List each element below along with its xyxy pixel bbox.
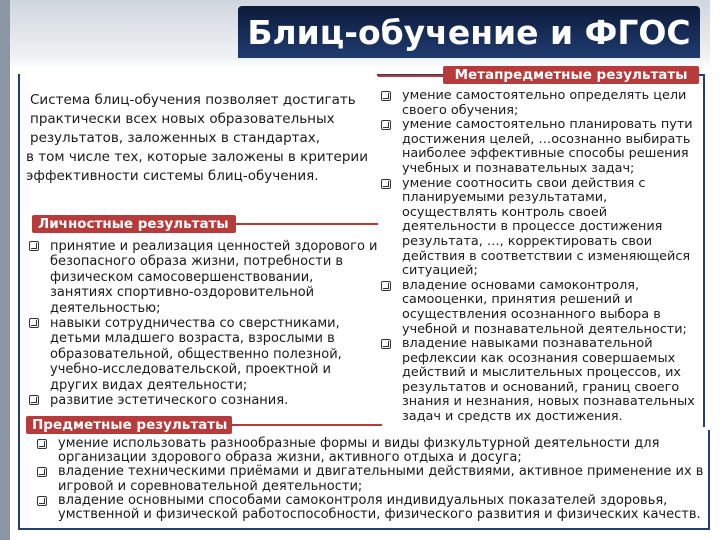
list-item [380, 337, 698, 425]
list-item [380, 177, 698, 279]
intro-text [26, 91, 378, 186]
list-item [36, 465, 704, 493]
list-item [380, 118, 698, 176]
intro-line: практически всех новых образовательных [30, 111, 335, 127]
list-item-text: умение использовать разнообразные формы и виды физкультурной деятельности для организации здорового образа жизни, активного отдыха и досуга; [58, 436, 660, 466]
list-item [28, 316, 378, 393]
list-item-text: владение техническими приёмами и двигательными действиями, активное применение их в игровой и соревновательной деятельности; [58, 464, 704, 494]
list-item [28, 393, 378, 408]
personal-list [28, 239, 378, 408]
checkbox-bullet-icon [381, 339, 391, 349]
checkbox-bullet-icon [381, 281, 391, 291]
checkbox-bullet-icon [29, 318, 39, 328]
list-item [380, 89, 698, 118]
left-accent-bar [0, 0, 10, 540]
list-item-text: развитие эстетического сознания. [50, 393, 289, 409]
subject-heading: Предметные результаты [26, 416, 232, 434]
personal-heading: Личностные результаты [32, 215, 236, 233]
metasubject-list [380, 89, 698, 425]
list-item [36, 437, 704, 465]
list-item [380, 279, 698, 337]
subject-rule [232, 424, 382, 426]
checkbox-bullet-icon [381, 179, 391, 189]
intro-line: эффективности системы блиц-обучения. [26, 168, 319, 184]
subject-list [36, 437, 704, 522]
list-item-text: владение навыками познавательной рефлексии как осознания совершаемых действий и мыслительных процессов, их результатов и оснований, границ своего знания и незнания, новых познавательных задач и средств их достижения. [402, 336, 695, 425]
list-item-text: умение соотносить свои действия с планируемыми результатами, осуществлять контроль своей деятельности в процессе достижения результата, …, корректировать свои действия в соответствии с изменяющейся ситуацией; [402, 175, 691, 279]
checkbox-bullet-icon [37, 496, 47, 506]
checkbox-bullet-icon [37, 467, 47, 477]
title-band [238, 6, 700, 58]
slide-title: Блиц-обучение и ФГОС [247, 13, 691, 52]
metasubject-heading: Метапредметные результаты [443, 66, 699, 84]
checkbox-bullet-icon [381, 91, 391, 101]
list-item-text: умение самостоятельно определять цели своего обучения; [402, 88, 687, 118]
personal-rule [236, 223, 378, 225]
intro-line: результатов, заложенных в стандартах, [30, 130, 321, 146]
checkbox-bullet-icon [37, 439, 47, 449]
checkbox-bullet-icon [381, 120, 391, 130]
intro-line: Система блиц-обучения позволяет достигать [30, 92, 356, 108]
list-item-text: владение основными способами самоконтроля индивидуальных показателей здоровья, умственной и физической работоспособности, физического развития и физических качеств. [58, 492, 701, 523]
list-item-text: умение самостоятельно планировать пути достижения целей, …осознанно выбирать наиболее эффективные способы решения учебных и познавательных задач; [402, 117, 693, 176]
list-item-text: навыки сотрудничества со сверстниками, детьми младшего возраста, взрослыми в образовательной, общественно полезной, учебно-исследовательской, проектной и других видах деятельности; [50, 316, 342, 393]
list-item-text: владение основами самоконтроля, самооценки, принятия решений и осуществления осознанного выбора в учебной и познавательной деятельности; [402, 277, 687, 337]
list-item-text: принятие и реализация ценностей здорового и безопасного образа жизни, потребности в физическом самосовершенствовании, занятиях спортивно-оздоровительной деятельностью; [50, 239, 378, 316]
checkbox-bullet-icon [29, 395, 39, 405]
checkbox-bullet-icon [29, 241, 39, 251]
list-item [36, 494, 704, 522]
metasubject-rule [378, 75, 444, 77]
intro-line: в том числе тех, которые заложены в критерии [26, 149, 368, 165]
list-item [28, 239, 378, 316]
